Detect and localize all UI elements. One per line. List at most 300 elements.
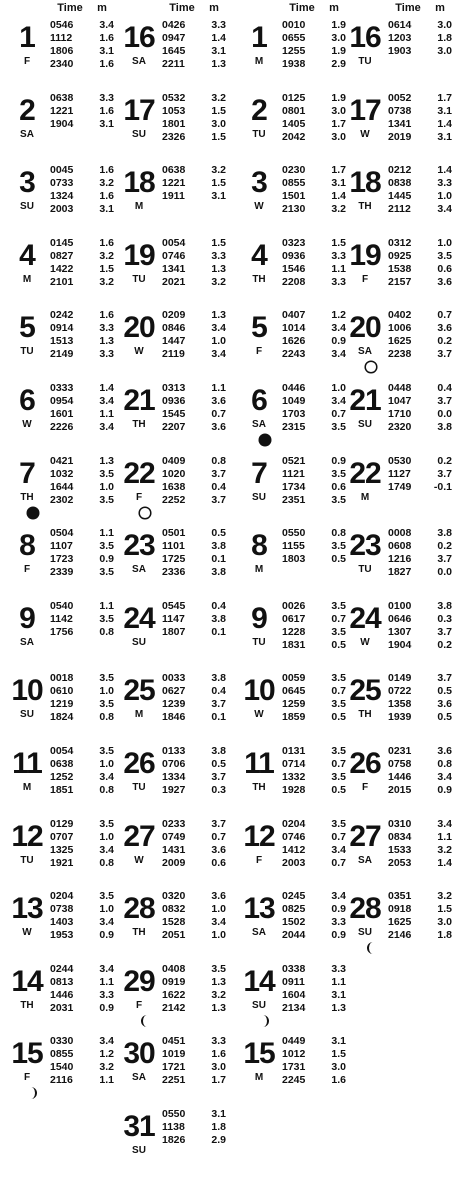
tide-time: 0008 [388,527,412,540]
tide-height: 1.7 [211,1074,226,1087]
height-header: m [435,2,445,14]
tide-time: 1731 [282,1061,306,1074]
tide-row [388,92,452,105]
tide-row [50,421,114,434]
tide-row [388,711,452,724]
day-number: 25 [349,674,381,708]
tide-height: 3.3 [211,19,226,31]
tide-height: 3.1 [331,988,346,1001]
day-entry [6,163,116,233]
tide-row [162,309,226,322]
tide-height: 3.5 [331,771,346,783]
day-number: 16 [123,21,155,54]
tide-height: 3.5 [99,890,114,903]
tide-time: 1341 [388,117,412,130]
tide-height: 3.6 [211,843,226,856]
day-entry [6,91,116,161]
tide-height: 3.3 [99,988,114,1001]
tide-time: 0846 [162,322,186,335]
tide-height: 3.3 [437,177,452,190]
day-number: 3 [19,166,35,200]
tide-time: 1032 [50,467,74,480]
tide-row [162,263,226,276]
first-quarter-moon-icon [258,1014,272,1028]
tide-row [162,711,226,724]
tide-height: 3.4 [211,916,226,929]
tide-time: 0855 [282,177,306,190]
tide-row [162,45,226,58]
tide-row [50,19,114,32]
tide-row [388,276,452,289]
tide-time: 1101 [162,540,185,553]
day-number: 5 [251,311,267,345]
day-of-week: SA [132,56,146,67]
tide-height: 1.1 [211,382,226,394]
tide-list [282,92,346,144]
tide-time: 0242 [50,309,74,322]
day-entry [344,18,454,88]
tide-row [282,1074,346,1087]
tide-row [282,639,346,652]
tide-row [282,203,346,216]
tide-time: 1422 [50,262,74,275]
tide-time: 1953 [50,929,74,942]
tide-height: 3.5 [99,566,114,579]
tide-time: 1053 [162,104,186,117]
tide-height: 0.5 [331,784,346,796]
tide-time: 2042 [282,130,306,143]
tide-time: 0638 [50,91,74,104]
day-number: 4 [251,238,267,272]
tide-row [162,758,226,771]
tide-list [50,1035,114,1087]
tide-time: 0100 [388,599,412,612]
tide-time: 1625 [388,335,412,348]
tide-time: 0546 [50,19,74,31]
tide-time: 2053 [388,856,412,869]
tide-height: 0.2 [437,335,452,348]
tide-height: 0.5 [211,527,226,540]
day-number: 25 [123,674,155,708]
tide-time: 2101 [50,275,74,288]
day-number: 21 [349,384,381,417]
tide-time: 1622 [162,988,186,1001]
tide-row [162,771,226,784]
tide-height: 1.3 [99,335,114,348]
tide-time: 1513 [50,335,74,348]
tide-row [388,831,452,844]
tide-height: 1.3 [99,454,114,467]
tide-time: 1921 [50,856,74,869]
tide-row [388,421,452,434]
tide-height: 0.4 [211,599,226,612]
day-entry [118,1107,228,1177]
tide-time: 1904 [50,117,74,130]
day-entry [238,599,348,669]
tide-row [162,322,226,335]
tide-time: 1324 [50,190,74,203]
tide-time: 1147 [162,612,185,625]
time-header: Time [395,2,421,14]
day-number: 17 [123,93,155,127]
tide-row [282,857,346,870]
tide-height: 2.9 [211,1134,226,1146]
tide-time: 0738 [388,104,412,117]
tide-height: 3.5 [99,745,114,757]
tide-row [282,745,346,758]
tide-row [282,494,346,507]
tide-list [388,890,452,942]
tide-row [162,818,226,831]
tide-row [162,1061,226,1074]
tide-height: 3.5 [99,467,114,480]
tide-time: 0638 [162,164,186,177]
tide-height: 1.5 [437,903,452,916]
tide-row [50,250,114,263]
day-number: 8 [251,529,267,563]
tide-time: 0244 [50,962,74,975]
tide-time: 0722 [388,685,412,698]
tide-row [282,1035,346,1048]
day-number: 14 [243,964,275,998]
tide-height: 3.1 [99,117,114,130]
day-entry [6,18,116,88]
tide-row [282,540,346,553]
tide-row [282,831,346,844]
tide-height: 3.2 [437,890,452,903]
tide-time: 2031 [50,1001,74,1014]
tide-time: 0645 [282,685,306,698]
day-number: 30 [123,1037,155,1071]
tide-row [388,784,452,797]
day-entry [344,308,454,378]
tide-list [162,672,226,724]
day-entry [344,454,454,524]
tide-row [282,698,346,711]
tide-time: 1626 [282,335,306,348]
tide-height: 1.1 [437,830,452,843]
tide-time: 0033 [162,672,186,685]
day-of-week: SU [132,1145,146,1156]
tide-list [282,382,346,434]
tide-height: 0.4 [437,382,452,394]
tide-height: 1.4 [437,164,452,177]
tide-row [50,494,114,507]
height-header: m [329,2,339,14]
tide-row [50,322,114,335]
tide-list [282,527,346,566]
tide-row [162,976,226,989]
tide-row [388,672,452,685]
tide-time: 0059 [282,672,306,685]
tide-height: 1.0 [211,903,226,916]
tide-time: 1803 [282,553,306,566]
tide-list [162,527,226,579]
tide-time: 2245 [282,1074,306,1087]
tide-height: 3.5 [99,493,114,506]
tide-row [50,1035,114,1048]
tide-row [50,685,114,698]
tide-row [388,857,452,870]
day-number: 7 [251,456,267,490]
tide-time: 0707 [50,830,74,843]
tide-list [162,745,226,797]
tide-time: 0714 [282,758,306,770]
tide-time: 2208 [282,275,306,288]
day-number: 4 [19,238,35,272]
tide-time: 0245 [282,890,306,903]
tide-row [388,164,452,177]
tide-row [282,309,346,322]
tide-time: 1019 [162,1048,186,1061]
tide-height: 0.8 [331,527,346,540]
tide-height: 0.4 [211,685,226,698]
tide-height: 1.4 [211,32,226,44]
tide-height: 3.5 [331,698,346,711]
tide-row [162,19,226,32]
tide-height: 1.6 [99,104,114,117]
tide-time: 0627 [162,685,186,698]
tide-list [50,890,114,942]
day-of-week: TU [358,564,372,576]
tide-time: 0954 [50,395,74,407]
tide-height: 0.5 [211,758,226,770]
tide-time: 0426 [162,19,186,31]
tide-height: 3.5 [331,421,346,433]
tide-time: 0149 [388,672,412,685]
tide-time: 2339 [50,566,74,579]
tide-time: 0054 [162,236,186,249]
tide-time: 0638 [50,758,74,770]
tide-time: 2044 [282,929,306,942]
tide-height: 3.5 [331,817,346,830]
tide-time: 1533 [388,843,412,856]
day-number: 22 [123,456,155,490]
tide-time: 0145 [50,236,74,249]
tide-height: 3.5 [331,745,346,757]
tide-time: 1806 [50,45,74,57]
tide-height: 3.0 [331,130,346,143]
tide-height: 1.0 [437,190,452,203]
tide-time: 2149 [50,348,74,361]
tide-time: 1721 [162,1061,186,1074]
day-number: 31 [123,1110,155,1143]
tide-height: 3.7 [211,467,226,480]
tide-list [282,963,346,1015]
day-of-week: TU [252,636,266,648]
tide-row [388,455,452,468]
day-number: 12 [243,819,275,853]
tide-time: 0758 [388,758,412,770]
day-of-week: TU [132,273,146,285]
day-entry [238,308,348,378]
day-of-week: F [255,854,263,866]
tide-row [388,309,452,322]
tide-row [50,276,114,289]
day-number: 6 [19,384,35,417]
tide-row [162,1134,226,1147]
tide-time: 0610 [50,685,74,698]
tide-time: 1221 [50,104,74,117]
day-of-week: TH [132,927,146,939]
day-entry [6,526,116,596]
tide-time: 2003 [282,856,306,869]
tide-height: 3.7 [437,348,452,361]
tide-row [162,698,226,711]
tide-list [162,164,226,203]
tide-list [162,1108,226,1147]
tide-height: 1.6 [99,164,114,177]
tide-row [162,784,226,797]
tide-row [388,203,452,216]
tide-row [50,540,114,553]
tide-time: 0919 [162,975,186,988]
tide-time: 0832 [162,903,186,916]
tide-row [388,929,452,942]
tide-list [162,237,226,289]
tide-height: 3.3 [99,348,114,361]
tide-time: 0918 [388,903,412,916]
tide-height: 1.4 [437,117,452,130]
tide-row [282,903,346,916]
tide-row [50,857,114,870]
tide-time: 1307 [388,625,412,638]
tide-row [282,335,346,348]
tide-list [388,382,452,434]
tide-row [162,844,226,857]
tide-time: 1403 [50,916,74,929]
tide-time: 2340 [50,58,74,70]
tide-time: 0827 [50,249,74,262]
tide-row [162,177,226,190]
tide-row [282,553,346,566]
tide-row [50,758,114,771]
tide-height: 3.0 [437,45,452,57]
tide-time: 1644 [50,480,74,493]
day-of-week: SU [358,927,372,939]
tide-row [388,771,452,784]
day-entry [6,454,116,524]
tide-time: 1645 [162,45,186,57]
tide-row [388,177,452,190]
day-number: 11 [12,747,42,780]
tide-time: 2207 [162,421,186,433]
first-quarter-moon-icon [26,1086,40,1100]
day-entry [118,744,228,814]
day-entry [6,599,116,669]
tide-time: 0231 [388,745,412,757]
tide-row [50,164,114,177]
tide-row [162,831,226,844]
tide-row [282,19,346,32]
tide-height: 1.0 [99,758,114,770]
tide-height: 3.7 [437,395,452,407]
tide-height: 0.0 [437,566,452,579]
tide-height: 1.1 [99,1074,114,1087]
day-number: 12 [11,819,43,853]
tide-row [388,698,452,711]
tide-time: 0312 [388,236,412,249]
tide-row [282,322,346,335]
tide-time: 2336 [162,566,186,579]
tide-time: 1749 [388,480,412,493]
tide-row [282,1061,346,1074]
day-number: 13 [11,892,43,926]
tide-row [282,45,346,58]
tide-time: 0617 [282,612,306,625]
tide-height: 3.5 [99,698,114,711]
tide-height: 3.4 [99,843,114,856]
tide-row [162,276,226,289]
day-number: 19 [349,238,381,272]
tide-time: 1325 [50,843,74,856]
tide-row [282,395,346,408]
tide-row [282,250,346,263]
tide-time: 1601 [50,408,74,420]
tide-height: 0.7 [331,758,346,770]
tide-time: 0351 [388,890,412,903]
tide-time: 2003 [50,203,74,216]
tide-row [388,481,452,494]
day-of-week: W [254,709,264,721]
tide-time: 1725 [162,553,186,566]
tide-height: 3.1 [211,1108,226,1120]
tide-row [282,626,346,639]
day-of-week: SU [132,636,146,648]
day-of-week: TH [20,999,34,1011]
tide-height: 1.3 [331,1001,346,1014]
tide-height: 0.6 [331,480,346,493]
day-of-week: TU [20,854,34,866]
tide-height: 0.5 [437,711,452,724]
day-of-week: W [134,346,144,358]
day-of-week: SA [132,564,146,576]
tide-height: 0.1 [211,553,226,566]
tide-time: 0408 [162,962,186,975]
tide-height: 3.2 [99,275,114,288]
tide-height: 3.4 [331,395,346,407]
tide-list [388,745,452,797]
tide-row [388,527,452,540]
tide-height: 3.6 [437,275,452,288]
tide-row [50,600,114,613]
day-of-week: SA [132,1072,146,1084]
tide-time: 1502 [282,916,306,929]
tide-height: 3.1 [99,203,114,216]
tide-row [162,1121,226,1134]
tide-height: 3.3 [211,1035,226,1048]
tide-height: 3.1 [437,130,452,143]
tide-height: 1.1 [331,975,346,988]
tide-time: 1501 [282,190,306,203]
tide-row [162,395,226,408]
tide-row [50,382,114,395]
day-number: 26 [123,747,155,780]
tide-height: 3.8 [211,745,226,757]
tide-height: 3.4 [99,916,114,929]
tide-height: 0.5 [331,711,346,724]
tide-height: 3.7 [437,467,452,480]
tide-height: 3.0 [211,1061,226,1074]
tide-height: 1.6 [211,1048,226,1061]
tide-list [282,309,346,361]
day-number: 27 [349,819,381,853]
day-entry [238,18,348,88]
day-entry [238,163,348,233]
tide-time: 1911 [162,190,185,203]
tide-row [388,250,452,263]
tide-height: 0.6 [211,856,226,869]
